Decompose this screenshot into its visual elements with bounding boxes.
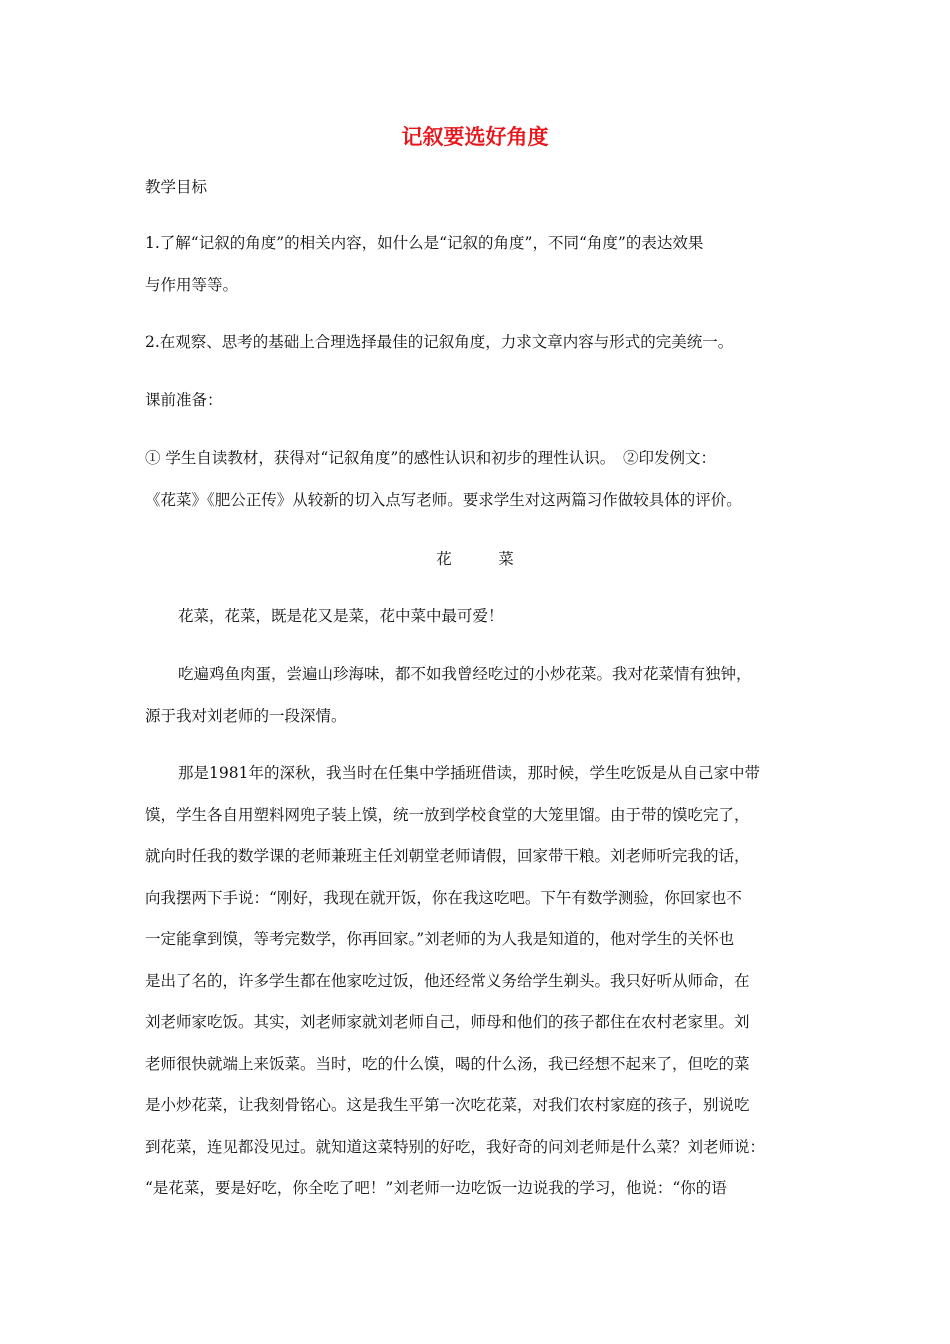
- paragraph-3-line: 那是1981年的深秋，我当时在任集中学插班借读，那时候，学生吃饭是从自己家中带: [178, 764, 760, 782]
- prep-line-2: 《花菜》《肥公正传》从较新的切入点写老师。要求学生对这两篇习作做较具体的评价。: [145, 491, 742, 509]
- paragraph-3-line: “是花菜，要是好吃，你全吃了吧！”刘老师一边吃饭一边说我的学习，他说：“你的语: [145, 1179, 727, 1197]
- section-heading-goals: [145, 172, 805, 202]
- paragraph-3-line: 就向时任我的数学课的老师兼班主任刘朝堂老师请假，回家带干粮。刘老师听完我的话，: [145, 847, 750, 865]
- paragraph-3-line: 老师很快就端上来饭菜。当时，吃的什么馍，喝的什么汤，我已经想不起来了，但吃的菜: [145, 1054, 750, 1073]
- goal-2-text: 2.在观察、思考的基础上合理选择最佳的记叙角度，力求文章内容与形式的完美统一。: [145, 333, 734, 351]
- document-title: 记叙要选好角度: [401, 125, 549, 149]
- prep-line-1: ① 学生自读教材，获得对“记叙角度”的感性认识和初步的理性认识。 ②印发例文：: [145, 449, 717, 467]
- goal-1-line-2: 与作用等等。: [145, 276, 239, 294]
- paragraph-3-line: 一定能拿到馍，等考完数学，你再回家。”刘老师的为人我是知道的，他对学生的关怀也: [145, 930, 735, 948]
- prep-paragraph: [145, 443, 805, 515]
- paragraph-3-line: 到花菜，连见都没见过。就知道这菜特别的好吃，我好奇的问刘老师是什么菜？刘老师说：: [145, 1137, 766, 1156]
- goal-1: [145, 228, 805, 300]
- paragraph-1-line: 花菜，花菜，既是花又是菜，花中菜中最可爱！: [178, 607, 504, 625]
- goal-2: [145, 327, 805, 357]
- essay-paragraph-2: [145, 659, 805, 731]
- prep-label: 课前准备：: [145, 391, 223, 409]
- paragraph-3-line: 是小炒花菜，让我刻骨铭心。这是我生平第一次吃花菜，对我们农村家庭的孩子，别说吃: [145, 1096, 750, 1114]
- paragraph-3-line: 馍，学生各自用塑料网兜子装上馍，统一放到学校食堂的大笼里馏。由于带的馍吃完了，: [145, 805, 750, 824]
- essay-title: 花 菜: [436, 550, 514, 568]
- section-heading-prep: [145, 385, 805, 415]
- essay-paragraph-3: [145, 758, 805, 1203]
- paragraph-2-line-2: 源于我对刘老师的一段深情。: [145, 707, 347, 725]
- paragraph-3-line: 向我摆两下手说：“刚好，我现在就开饭，你在我这吃吧。下午有数学测验，你回家也不: [145, 888, 742, 907]
- paragraph-3-line: 刘老师家吃饭。其实，刘老师家就刘老师自己，师母和他们的孩子都住在农村老家里。刘: [145, 1013, 750, 1031]
- paragraph-2-line-1: 吃遍鸡鱼肉蛋，尝遍山珍海味，都不如我曾经吃过的小炒花菜。我对花菜情有独钟，: [178, 665, 752, 683]
- goal-1-line-1: 1.了解“记叙的角度”的相关内容，如什么是“记叙的角度”，不同“角度”的表达效果: [145, 234, 704, 252]
- goals-label: 教学目标: [145, 178, 208, 196]
- paragraph-3-line: 是出了名的，许多学生都在他家吃过饭，他还经常义务给学生剃头。我只好听从师命，在: [145, 971, 750, 990]
- essay-paragraph-1: [145, 601, 805, 631]
